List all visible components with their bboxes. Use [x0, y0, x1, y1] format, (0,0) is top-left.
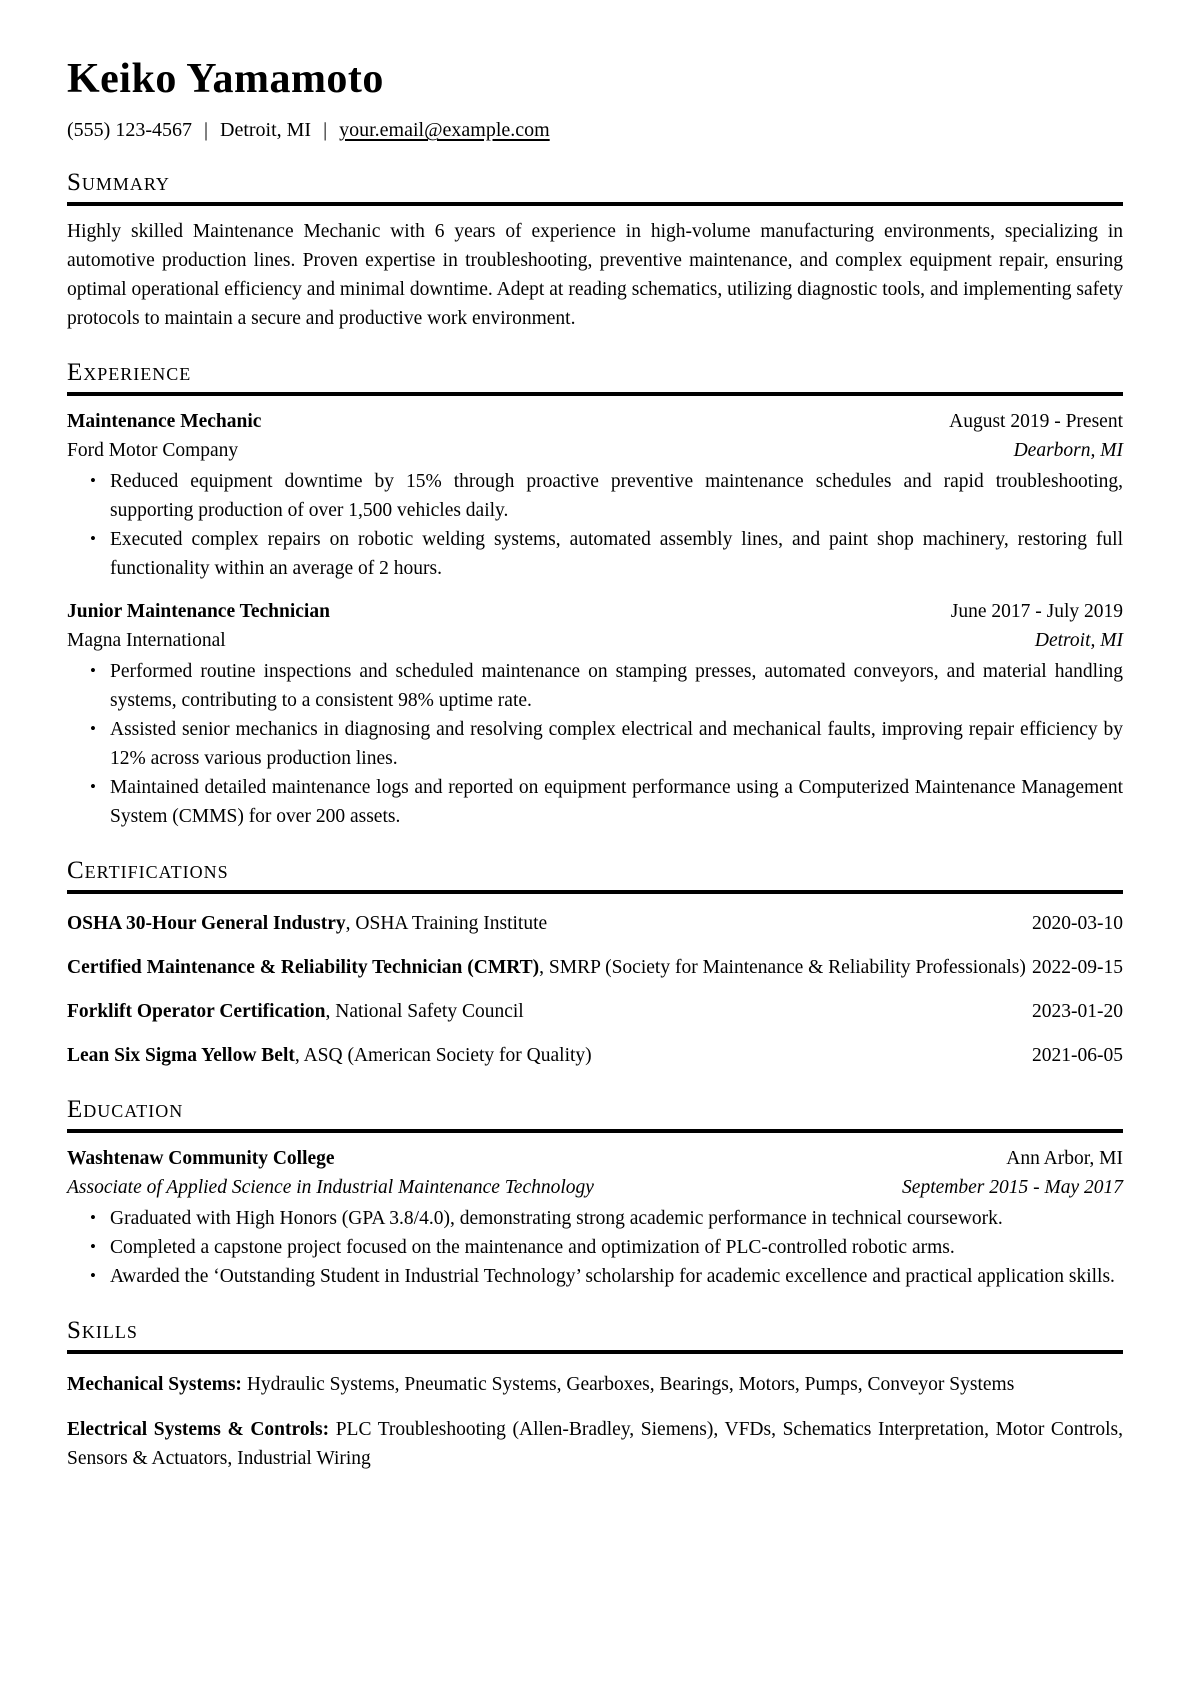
certification-separator: ,	[325, 1001, 336, 1022]
job-bullet: • Performed routine inspections and scheduled maintenance on stamping presses, automated conveyors, and material handling systems, contributing to a consistent 98% uptime rate.	[110, 657, 1123, 715]
section-skills	[67, 1316, 1123, 1473]
certification-separator: ,	[345, 913, 356, 934]
section-divider	[67, 890, 1123, 894]
location-text: Detroit, MI	[220, 119, 312, 141]
skill-group-label: Mechanical Systems:	[67, 1374, 242, 1395]
section-divider	[67, 392, 1123, 396]
education-bullet: • Awarded the ‘Outstanding Student in Industrial Technology’ scholarship for academic excellence and practical application skills.	[110, 1262, 1123, 1291]
certification-date: 2021-06-05	[1032, 1045, 1123, 1066]
certification-date: 2022-09-15	[1032, 957, 1123, 978]
skill-group-items: PLC Troubleshooting (Allen-Bradley, Siemens), VFDs, Schematics Interpretation, Motor Controls, Sensors & Actuators, Industrial Wiring	[67, 1419, 1123, 1469]
certification-org: OSHA Training Institute	[355, 913, 548, 934]
certification-org: ASQ (American Society for Quality)	[303, 1045, 592, 1066]
certification-name: Certified Maintenance & Reliability Technician (CMRT)	[67, 957, 540, 978]
certification-item	[67, 997, 1123, 1026]
certification-date: 2023-01-20	[1032, 1001, 1123, 1022]
section-summary	[67, 168, 1123, 333]
job-location: Dearborn, MI	[1013, 440, 1123, 461]
certification-item	[67, 909, 1123, 938]
certification-separator: ,	[539, 957, 549, 978]
resume-header	[67, 56, 1123, 143]
certification-org: National Safety Council	[335, 1001, 524, 1022]
skills-heading: Skills	[67, 1317, 138, 1344]
certification-date: 2020-03-10	[1032, 913, 1123, 934]
section-divider	[67, 202, 1123, 206]
job-bullet: • Reduced equipment downtime by 15% through proactive preventive maintenance schedules and rapid troubleshooting, supporting production of over 1,500 vehicles daily.	[110, 467, 1123, 525]
section-experience	[67, 358, 1123, 831]
certification-name: OSHA 30-Hour General Industry	[67, 913, 346, 934]
education-bullet: • Completed a capstone project focused on the maintenance and optimization of PLC-controlled robotic arms.	[110, 1233, 1123, 1262]
certifications-heading: Certifications	[67, 857, 229, 884]
job-bullet-list	[67, 467, 1123, 583]
job-entry	[67, 407, 1123, 583]
contact-separator: |	[203, 119, 208, 141]
certification-org: SMRP (Society for Maintenance & Reliability Professionals)	[548, 957, 1026, 978]
job-company: Ford Motor Company	[67, 440, 239, 461]
certification-separator: ,	[294, 1045, 304, 1066]
school-location: Ann Arbor, MI	[1006, 1148, 1123, 1169]
skill-group	[67, 1370, 1123, 1399]
section-certifications	[67, 856, 1123, 1070]
section-divider	[67, 1350, 1123, 1354]
job-location: Detroit, MI	[1034, 630, 1123, 651]
certification-item	[67, 953, 1123, 982]
phone-number: (555) 123-4567	[67, 119, 192, 141]
school-name: Washtenaw Community College	[67, 1148, 335, 1169]
summary-text: Highly skilled Maintenance Mechanic with 6 years of experience in high-volume manufacturing environments, specializing in automotive production lines. Proven expertise in troubleshooting, preventive maintenance, and complex equipment repair, ensuring optimal operational efficiency and minimal downtime. Adept at reading schematics, utilizing diagnostic tools, and implementing safety protocols to maintain a secure and productive work environment.	[67, 221, 1123, 329]
job-bullet: • Assisted senior mechanics in diagnosing and resolving complex electrical and mechanical faults, improving repair efficiency by 12% across various production lines.	[110, 715, 1123, 773]
certification-name: Lean Six Sigma Yellow Belt	[67, 1045, 295, 1066]
education-bullet: • Graduated with High Honors (GPA 3.8/4.0), demonstrating strong academic performance in technical coursework.	[110, 1204, 1123, 1233]
job-dates: August 2019 - Present	[949, 411, 1123, 432]
certification-name: Forklift Operator Certification	[67, 1001, 326, 1022]
job-bullet-list	[67, 657, 1123, 831]
summary-heading: Summary	[67, 169, 170, 196]
job-bullet: • Executed complex repairs on robotic welding systems, automated assembly lines, and paint shop machinery, restoring full functionality within an average of 2 hours.	[110, 525, 1123, 583]
skill-group-label: Electrical Systems & Controls:	[67, 1419, 330, 1440]
education-dates: September 2015 - May 2017	[902, 1177, 1123, 1198]
education-entry	[67, 1144, 1123, 1291]
job-bullet: • Maintained detailed maintenance logs and reported on equipment performance using a Computerized Maintenance Management System (CMMS) for over 200 assets.	[110, 773, 1123, 831]
job-entry	[67, 597, 1123, 831]
job-title: Maintenance Mechanic	[67, 411, 262, 432]
education-heading: Education	[67, 1096, 184, 1123]
contact-separator: |	[323, 119, 328, 141]
section-education	[67, 1095, 1123, 1291]
skill-group	[67, 1415, 1123, 1473]
certification-item	[67, 1041, 1123, 1070]
candidate-name: Keiko Yamamoto	[67, 56, 384, 102]
job-company: Magna International	[67, 630, 226, 651]
contact-line	[67, 117, 1123, 143]
skill-group-items: Hydraulic Systems, Pneumatic Systems, Gearboxes, Bearings, Motors, Pumps, Conveyor Systems	[246, 1374, 1015, 1395]
email-link[interactable]: your.email@example.com	[339, 119, 550, 141]
section-divider	[67, 1129, 1123, 1133]
job-title: Junior Maintenance Technician	[67, 601, 330, 622]
job-dates: June 2017 - July 2019	[950, 601, 1123, 622]
education-bullet-list	[67, 1204, 1123, 1291]
experience-heading: Experience	[67, 359, 192, 386]
degree-title: Associate of Applied Science in Industrial Maintenance Technology	[67, 1177, 594, 1198]
